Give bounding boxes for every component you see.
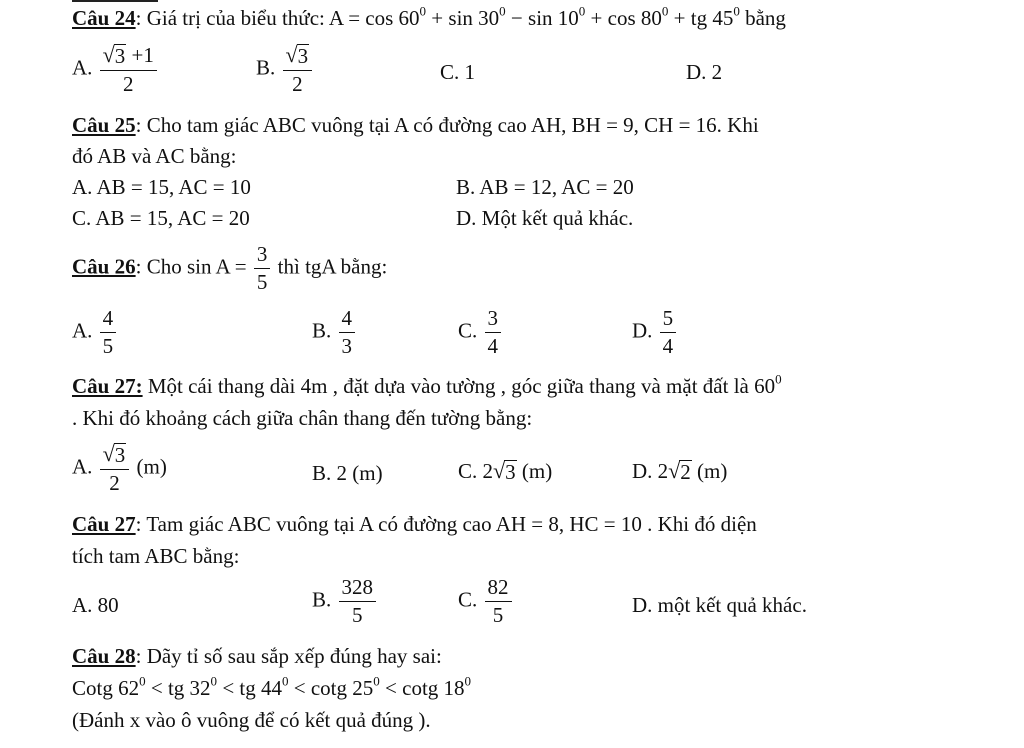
q27b-option-a[interactable]: A. 80: [72, 593, 119, 617]
q27a-option-b[interactable]: B. 2 (m): [312, 461, 383, 485]
q25-option-b[interactable]: B. AB = 12, AC = 20: [456, 175, 634, 199]
q24-stem: Câu 24: Giá trị của biểu thức: $A = \cos 60^0 + \sin 30^0 - \sin 10^0 + \cos 80^0$ + tg $45^0$ bằng: [72, 3, 786, 30]
q26-option-c[interactable]: C. $\frac{3}{4}$: [458, 308, 503, 357]
q25-stem-line2: đó AB và AC bằng:: [72, 144, 237, 168]
q26-option-b[interactable]: B. $\frac{4}{3}$: [312, 308, 357, 357]
top-rule: [72, 0, 158, 2]
q27a-stem-line2: . Khi đó khoảng cách giữa chân thang đến tường bằng:: [72, 406, 533, 430]
q27b-stem-line1: Câu 27: Tam giác ABC vuông tại A có đường cao AH = 8, HC = 10 . Khi đó diện: [72, 512, 757, 536]
q26-stem: Câu 26: Cho sin A = $\frac{3}{5}$ thì tgA bằng:: [72, 242, 388, 294]
q25-option-a[interactable]: A. AB = 15, AC = 10: [72, 175, 251, 199]
q27b-option-d[interactable]: D. một kết quả khác.: [632, 593, 807, 617]
q28-note: (Đánh x vào ô vuông để có kết quả đúng ).: [72, 708, 431, 732]
q27a-option-d[interactable]: D. 2 √ 2 (m): [632, 458, 728, 484]
q27b-stem-line2: tích tam ABC bằng:: [72, 544, 240, 568]
q26-label: Câu 26: [72, 254, 136, 279]
q24-label: Câu 24: [72, 6, 136, 30]
q26-option-d[interactable]: D. $\frac{5}{4}$: [632, 308, 678, 357]
q27b-label: Câu 27: [72, 512, 136, 536]
q24-b-fraction: √ 3 2: [283, 44, 313, 95]
q25-option-c[interactable]: C. AB = 15, AC = 20: [72, 206, 250, 230]
q27b-option-b[interactable]: B. $\frac{328}{5}$: [312, 577, 378, 626]
q27b-option-c[interactable]: C. $\frac{82}{5}$: [458, 577, 514, 626]
q24-a-fraction: √ 3 +1 2: [100, 44, 157, 95]
q25-label: Câu 25: [72, 113, 136, 137]
q27a-option-a[interactable]: A. √ 3 2 (m): [72, 441, 167, 495]
q25-stem-line1: Câu 25: Cho tam giác ABC vuông tại A có đường cao AH, BH = 9, CH = 16. Khi: [72, 113, 759, 137]
q24-option-a[interactable]: A. √ 3 +1 2: [72, 44, 159, 95]
q26-option-a[interactable]: A. $\frac{4}{5}$: [72, 308, 118, 357]
q24-option-d[interactable]: D. 2: [686, 60, 723, 84]
q28-label: Câu 28: [72, 644, 136, 668]
q25-option-d[interactable]: D. Một kết quả khác.: [456, 206, 634, 230]
q24-option-c[interactable]: C. 1: [440, 60, 476, 84]
q27a-stem-line1: Câu 27: Một cái thang dài 4m , đặt dựa vào tường , góc giữa thang và mặt đất là $60^0$: [72, 371, 782, 398]
q27a-option-c[interactable]: C. 2 √ 3 (m): [458, 458, 553, 484]
q28-stem: Câu 28: Dãy tỉ số sau sắp xếp đúng hay sai:: [72, 644, 442, 668]
q24-option-b[interactable]: B. √ 3 2: [256, 44, 314, 95]
q26-stem-fraction: $\frac{3}{5}$: [254, 244, 271, 293]
q27a-label: Câu 27:: [72, 374, 143, 398]
q28-sequence: Cotg $62^0$ < tg $32^0$ < tg $44^0 < \cot g$ $25^0 < \cot g$ $18^0$: [72, 673, 472, 700]
